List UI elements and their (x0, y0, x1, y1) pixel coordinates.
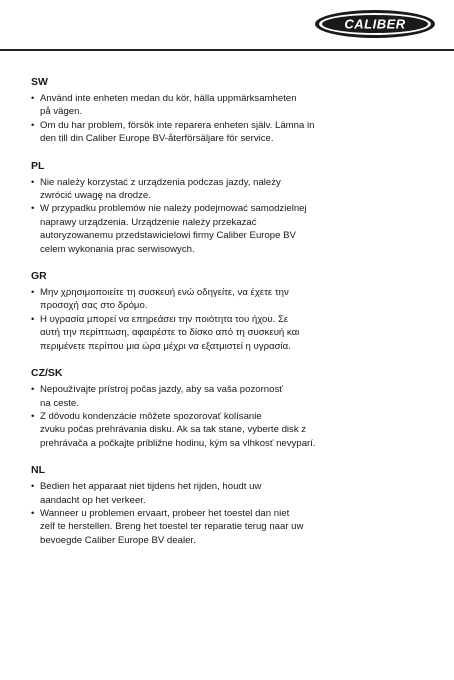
item-line: περιμένετε περίπου μια ώρα μέχρι να εξατμιστεί η υγρασία. (40, 340, 291, 352)
list-item (31, 119, 431, 146)
list-item (31, 202, 431, 256)
bullet-icon: • (31, 119, 35, 131)
bullet-icon: • (31, 287, 35, 299)
item-line: Η υγρασία μπορεί να επηρεάσει την ποιότητα του ήχου. Σε (40, 313, 289, 325)
list-item (31, 507, 431, 547)
section-gr (31, 270, 431, 353)
list-item (31, 480, 431, 507)
page-header (0, 0, 454, 50)
item-line: αυτή την περίπτωση, αφαιρέστε το δίσκο από τη συσκευή και (40, 327, 300, 339)
section-sw (31, 76, 431, 146)
item-line: aandacht op het verkeer. (40, 494, 146, 506)
item-line: den till din Caliber Europe BV-återförsäljare för service. (40, 133, 274, 145)
section-heading: NL (31, 464, 45, 477)
item-line: zelf te herstellen. Breng het toestel ter reparatie terug naar uw (40, 521, 304, 533)
warnings-content (31, 76, 431, 561)
bullet-icon: • (31, 203, 35, 215)
item-line: Nie należy korzystać z urządzenia podczas jazdy, należy (40, 176, 281, 188)
item-line: naprawy urządzenia. Urządzenie należy przekazać (40, 216, 257, 228)
header-rule (0, 49, 454, 51)
item-line: zwrócić uwagę na drodze. (40, 190, 151, 202)
bullet-icon: • (31, 93, 35, 104)
section-nl (31, 464, 431, 547)
item-line: autoryzowanemu przedstawicielowi firmy Caliber Europe BV (40, 230, 296, 242)
item-line: προσοχή σας στο δρόμο. (40, 300, 148, 312)
bullet-icon: • (31, 176, 35, 188)
item-line: celem wykonania prac serwisowych. (40, 243, 195, 255)
item-line: Wanneer u problemen ervaart, probeer het toestel dan niet (40, 507, 290, 519)
item-line: Z dôvodu kondenzácie môžete spozorovať kolísanie (40, 410, 262, 422)
caliber-logo (314, 9, 436, 39)
list-item (31, 410, 431, 450)
section-heading: PL (31, 159, 45, 172)
item-line: på vägen. (40, 106, 83, 118)
item-line: Nepoužívajte prístroj počas jazdy, aby sa vaša pozornosť (40, 384, 283, 396)
bullet-icon: • (31, 410, 35, 422)
section-cz-sk (31, 367, 431, 450)
bullet-icon: • (31, 507, 35, 519)
list-item (31, 286, 431, 313)
bullet-icon: • (31, 481, 35, 493)
section-pl (31, 160, 431, 256)
item-line: zvuku počas prehrávania disku. Ak sa tak stane, vyberte disk z (40, 424, 307, 436)
list-item (31, 383, 431, 410)
list-item (31, 176, 431, 203)
bullet-icon: • (31, 313, 35, 325)
item-line: Använd inte enheten medan du kör, hälla uppmärksamheten (40, 93, 297, 104)
item-line: Om du har problem, försök inte reparera enheten själv. Lämna in (40, 119, 315, 131)
item-line: na ceste. (40, 397, 79, 409)
section-heading: SW (31, 76, 48, 88)
section-heading: GR (31, 270, 47, 283)
svg-text:CALIBER: CALIBER (344, 16, 406, 32)
item-line: Μην χρησιμοποιείτε τη συσκευή ενώ οδηγείτε, να έχετε την (40, 287, 289, 299)
item-line: prehrávača a počkajte približne hodinu, kým sa vlhkosť nevyparí. (40, 437, 316, 449)
item-line: bevoegde Caliber Europe BV dealer. (40, 534, 196, 546)
list-item (31, 92, 431, 119)
bullet-icon: • (31, 384, 35, 396)
list-item (31, 313, 431, 353)
section-heading: CZ/SK (31, 367, 63, 380)
item-line: Bedien het apparaat niet tijdens het rijden, houdt uw (40, 481, 262, 493)
item-line: W przypadku problemów nie należy podejmować samodzielnej (40, 203, 307, 215)
